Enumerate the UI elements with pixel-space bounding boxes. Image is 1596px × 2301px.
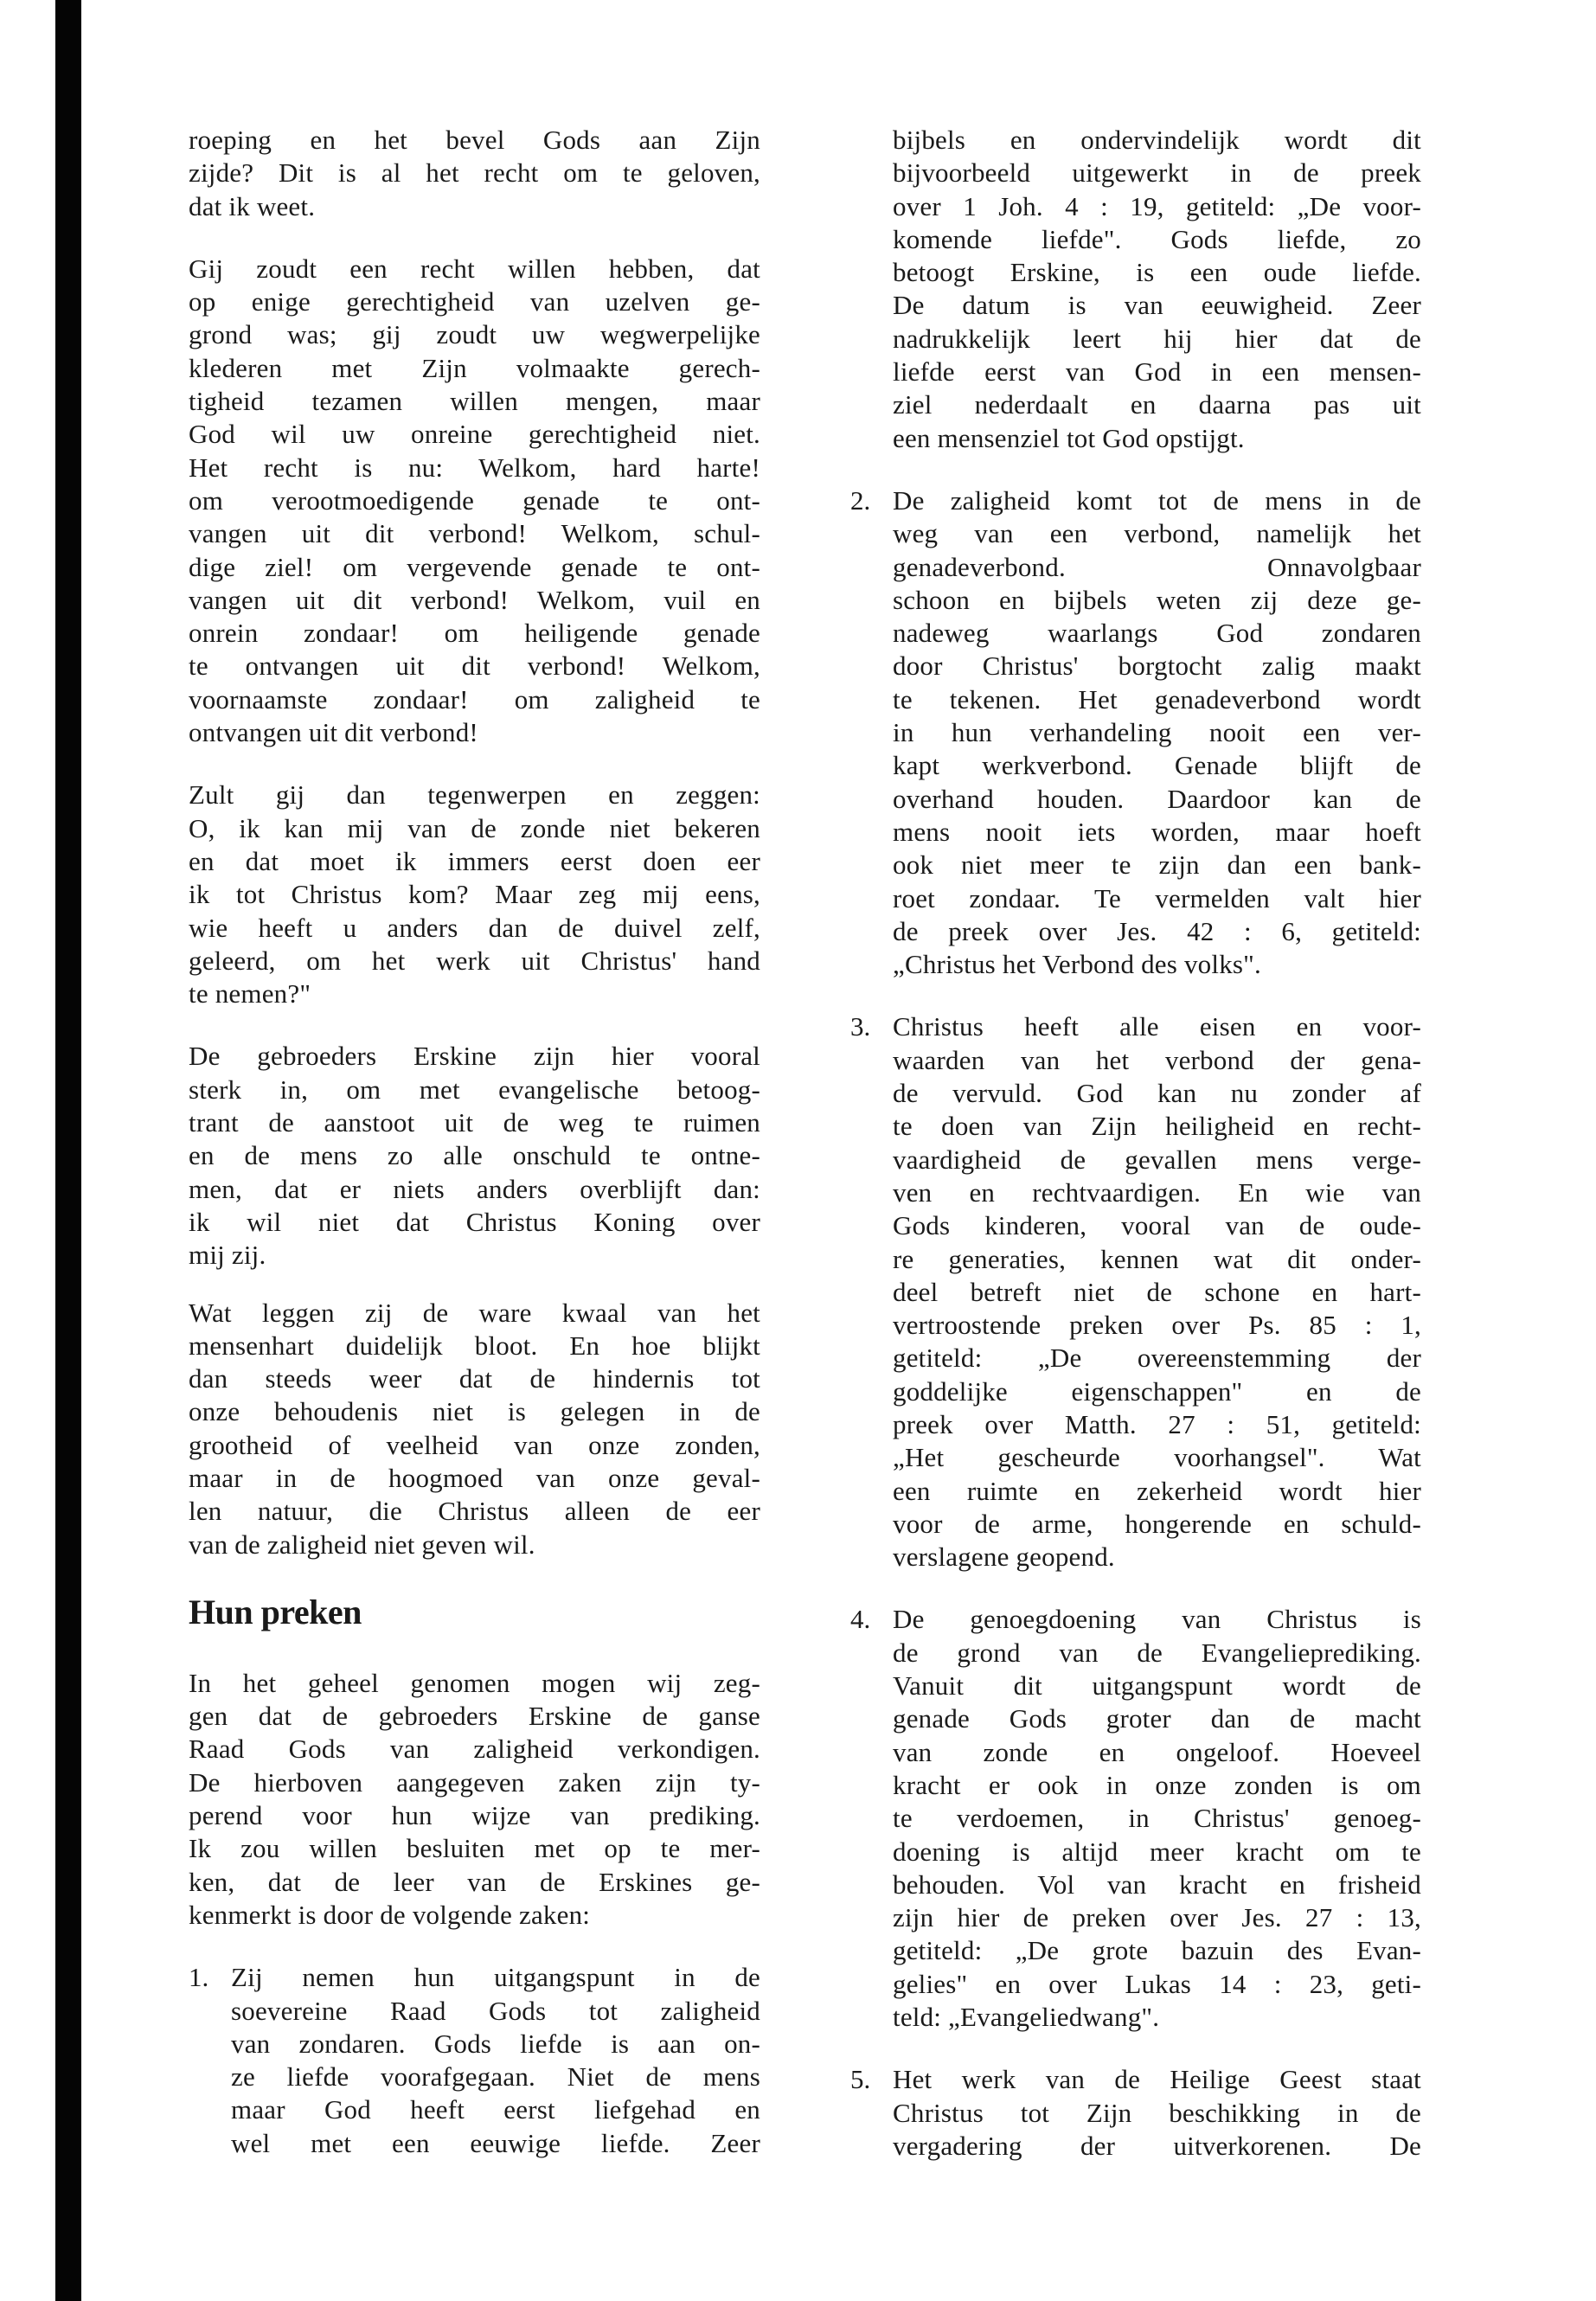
text-line: trant de aanstoot uit de weg te ruimen [189, 1107, 760, 1138]
text-line: preek over Matth. 27 : 51, getiteld: [893, 1408, 1421, 1439]
text-line: re generaties, kennen wat dit onder- [893, 1243, 1421, 1274]
list-item-text [231, 1961, 760, 2160]
text-line: wel met een eeuwige liefde. Zeer [231, 2127, 760, 2158]
text-line: klederen met Zijn volmaakte gerech- [189, 352, 760, 383]
text-line: ontvangen uit dit verbond! [189, 717, 478, 748]
list-item [850, 2063, 1421, 2163]
text-line: kapt werkverbond. Genade blijft de [893, 750, 1421, 781]
text-line: mensenhart duidelijk bloot. En hoe blijkt [189, 1330, 760, 1361]
text-line: te ontvangen uit dit verbond! Welkom, [189, 651, 760, 682]
text-line: weg van een verbond, namelijk het [893, 518, 1421, 549]
text-line: De zaligheid komt tot de mens in de [893, 484, 1421, 516]
text-line: om verootmoedigende genade te ont- [189, 484, 760, 516]
text-line: en dat moet ik immers eerst doen eer [189, 845, 760, 876]
paragraph [189, 1040, 760, 1272]
text-line: God wil uw onreine gerechtigheid niet. [189, 419, 760, 450]
section-heading: Hun preken [189, 1592, 362, 1631]
paragraph [189, 1297, 760, 1561]
text-line: dat ik weet. [189, 190, 316, 221]
text-line: schoon en bijbels weten zij deze ge- [893, 584, 1421, 615]
text-line: Zult gij dan tegenwerpen en zeggen: [189, 779, 760, 811]
text-line: Gods kinderen, vooral van de oude- [893, 1210, 1421, 1241]
text-line: zijde? Dit is al het recht om te geloven, [189, 157, 760, 189]
text-line: perend voor hun wijze van prediking. [189, 1800, 760, 1831]
text-line: ken, dat de leer van de Erskines ge- [189, 1866, 760, 1897]
list-item-text [893, 1010, 1421, 1574]
text-line: nadrukkelijk leert hij hier dat de [893, 323, 1421, 354]
text-line: roeping en het bevel Gods aan Zijn [189, 125, 760, 155]
text-line: van zonde en ongeloof. Hoeveel [893, 1736, 1421, 1767]
text-line: len natuur, die Christus alleen de eer [189, 1496, 760, 1527]
text-line: teld: „Evangeliedwang". [893, 2002, 1160, 2033]
text-line: getiteld: „De overeenstemming der [893, 1343, 1421, 1374]
text-line: overhand houden. Daardoor kan de [893, 783, 1421, 814]
text-line: vergadering der uitverkorenen. De [893, 2130, 1421, 2161]
text-line: grond was; gij zoudt uw wegwerpelijke [189, 319, 760, 350]
text-line: verslagene geopend. [893, 1541, 1115, 1573]
text-line: door Christus' borgtocht zalig maakt [893, 651, 1421, 682]
paragraph [189, 124, 760, 223]
text-line: dan steeds weer dat de hindernis tot [189, 1363, 760, 1394]
list-item-number: 5. [850, 2064, 871, 2095]
text-line: bijvoorbeeld uitgewerkt in de preek [893, 157, 1421, 189]
text-line: in hun verhandeling nooit een ver- [893, 717, 1421, 748]
text-line: De datum is van eeuwigheid. Zeer [893, 290, 1421, 321]
text-line: Zij nemen hun uitgangspunt in de [231, 1962, 760, 1993]
list-item [850, 1603, 1421, 2034]
text-line: gelies" en over Lukas 14 : 23, geti- [893, 1968, 1421, 1999]
text-line: onze behoudenis niet is gelegen in de [189, 1396, 760, 1427]
list-item [850, 484, 1421, 981]
text-line: Wat leggen zij de ware kwaal van het [189, 1297, 760, 1328]
text-line: De genoegdoening van Christus is [893, 1604, 1421, 1635]
text-line: bijbels en ondervindelijk wordt dit [893, 125, 1421, 155]
text-line: De hierboven aangegeven zaken zijn ty- [189, 1766, 760, 1798]
text-line: ziel nederdaalt en daarna pas uit [893, 389, 1421, 420]
list-item-text [893, 124, 1421, 455]
list-item-number: 1. [189, 1962, 209, 1993]
text-line: kenmerkt is door de volgende zaken: [189, 1899, 591, 1930]
text-line: de vervuld. God kan nu zonder af [893, 1078, 1421, 1109]
text-line: te tekenen. Het genadeverbond wordt [893, 683, 1421, 715]
text-line: van de zaligheid niet geven wil. [189, 1529, 535, 1560]
list-item-number: 2. [850, 484, 871, 516]
text-line: liefde eerst van God in een mensen- [893, 356, 1421, 388]
list-item-text [893, 2063, 1421, 2163]
text-line: ven en rechtvaardigen. En wie van [893, 1176, 1421, 1208]
text-line: Vanuit dit uitgangspunt wordt de [893, 1670, 1421, 1702]
paragraph [189, 1667, 760, 1932]
text-line: maar in de hoogmoed van onze geval- [189, 1462, 760, 1493]
text-line: O, ik kan mij van de zonde niet bekeren [189, 812, 760, 843]
text-line: over 1 Joh. 4 : 19, getiteld: „De voor- [893, 190, 1421, 221]
text-line: een mensenziel tot God opstijgt. [893, 422, 1245, 453]
text-line: Het recht is nu: Welkom, hard harte! [189, 452, 760, 483]
text-line: mij zij. [189, 1240, 266, 1271]
text-line: ik wil niet dat Christus Koning over [189, 1206, 760, 1237]
text-line: de preek over Jes. 42 : 6, getiteld: [893, 915, 1421, 946]
paragraph [189, 253, 760, 749]
text-line: Christus heeft alle eisen en voor- [893, 1011, 1421, 1042]
text-line: onrein zondaar! om heiligende genade [189, 618, 760, 649]
list-item-number [850, 124, 893, 455]
text-line: doening is altijd meer kracht om te [893, 1836, 1421, 1867]
text-line: Raad Gods van zaligheid verkondigen. [189, 1734, 760, 1765]
text-line: wie heeft u anders dan de duivel zelf, [189, 912, 760, 943]
list-item-text [893, 484, 1421, 981]
text-line: behouden. Vol van kracht en frisheid [893, 1868, 1421, 1900]
text-line: de grond van de Evangelieprediking. [893, 1637, 1421, 1668]
list-item-number: 3. [850, 1011, 871, 1042]
text-line: gen dat de gebroeders Erskine de ganse [189, 1701, 760, 1732]
text-line: ze liefde voorafgegaan. Niet de mens [231, 2061, 760, 2093]
text-line: dige ziel! om vergevende genade te ont- [189, 551, 760, 582]
text-line: mens nooit iets worden, maar hoeft [893, 816, 1421, 847]
list-item [189, 1961, 760, 2160]
text-line: te verdoemen, in Christus' genoeg- [893, 1803, 1421, 1834]
text-line: getiteld: „De grote bazuin des Evan- [893, 1935, 1421, 1966]
list-item-text [893, 1603, 1421, 2034]
text-line: deel betreft niet de schone en hart- [893, 1276, 1421, 1307]
text-line: een ruimte en zekerheid wordt hier [893, 1475, 1421, 1506]
text-line: „Het gescheurde voorhangsel". Wat [893, 1442, 1421, 1473]
text-line: nadeweg waarlangs God zondaren [893, 618, 1421, 649]
text-line: geleerd, om het werk uit Christus' hand [189, 945, 760, 976]
text-line: en de mens zo alle onschuld te ontne- [189, 1140, 760, 1171]
text-line: vangen uit dit verbond! Welkom, schul- [189, 518, 760, 549]
text-line: van zondaren. Gods liefde is aan on- [231, 2028, 760, 2059]
left-column [189, 124, 760, 2189]
text-line: komende liefde". Gods liefde, zo [893, 223, 1421, 254]
text-line: In het geheel genomen mogen wij zeg- [189, 1667, 760, 1698]
text-line: waarden van het verbond der gena- [893, 1044, 1421, 1075]
text-line: vertroostende preken over Ps. 85 : 1, [893, 1310, 1421, 1341]
text-line: op enige gerechtigheid van uzelven ge- [189, 286, 760, 317]
paragraph [189, 779, 760, 1010]
text-line: De gebroeders Erskine zijn hier vooral [189, 1041, 760, 1072]
text-line: tigheid tezamen willen mengen, maar [189, 386, 760, 417]
text-line: roet zondaar. Te vermelden valt hier [893, 882, 1421, 913]
text-line: kracht er ook in onze zonden is om [893, 1769, 1421, 1800]
text-line: Christus tot Zijn beschikking in de [893, 2097, 1421, 2128]
text-line: ik tot Christus kom? Maar zeg mij eens, [189, 879, 760, 910]
text-line: goddelijke eigenschappen" en de [893, 1375, 1421, 1407]
text-line: genade Gods groter dan de macht [893, 1703, 1421, 1734]
text-line: „Christus het Verbond des volks". [893, 949, 1261, 980]
text-line: voor de arme, hongerende en schuld- [893, 1508, 1421, 1539]
text-line: voornaamste zondaar! om zaligheid te [189, 683, 760, 715]
text-line: vaardigheid de gevallen mens verge- [893, 1144, 1421, 1175]
text-line: zijn hier de preken over Jes. 27 : 13, [893, 1902, 1421, 1933]
text-line: vangen uit dit verbond! Welkom, vuil en [189, 584, 760, 615]
text-line: grootheid of veelheid van onze zonden, [189, 1429, 760, 1460]
text-line: te nemen?" [189, 978, 311, 1009]
list-item-number: 4. [850, 1604, 871, 1635]
text-line: Gij zoudt een recht willen hebben, dat [189, 253, 760, 284]
right-column [850, 124, 1421, 2192]
text-line: men, dat er niets anders overblijft dan: [189, 1173, 760, 1204]
text-line: Het werk van de Heilige Geest staat [893, 2064, 1421, 2095]
text-line: ook niet meer te zijn dan een bank- [893, 849, 1421, 881]
text-line: betoogt Erskine, is een oude liefde. [893, 257, 1421, 288]
scan-edge-bar [55, 0, 81, 2301]
text-line: genadeverbond. Onnavolgbaar [893, 551, 1421, 582]
text-line: sterk in, om met evangelische betoog- [189, 1074, 760, 1105]
text-line: soevereine Raad Gods tot zaligheid [231, 1995, 760, 2026]
list-item [850, 1010, 1421, 1574]
list-item [850, 124, 1421, 455]
text-line: Ik zou willen besluiten met op te mer- [189, 1833, 760, 1864]
text-line: maar God heeft eerst liefgehad en [231, 2094, 760, 2125]
text-line: te doen van Zijn heiligheid en recht- [893, 1111, 1421, 1142]
